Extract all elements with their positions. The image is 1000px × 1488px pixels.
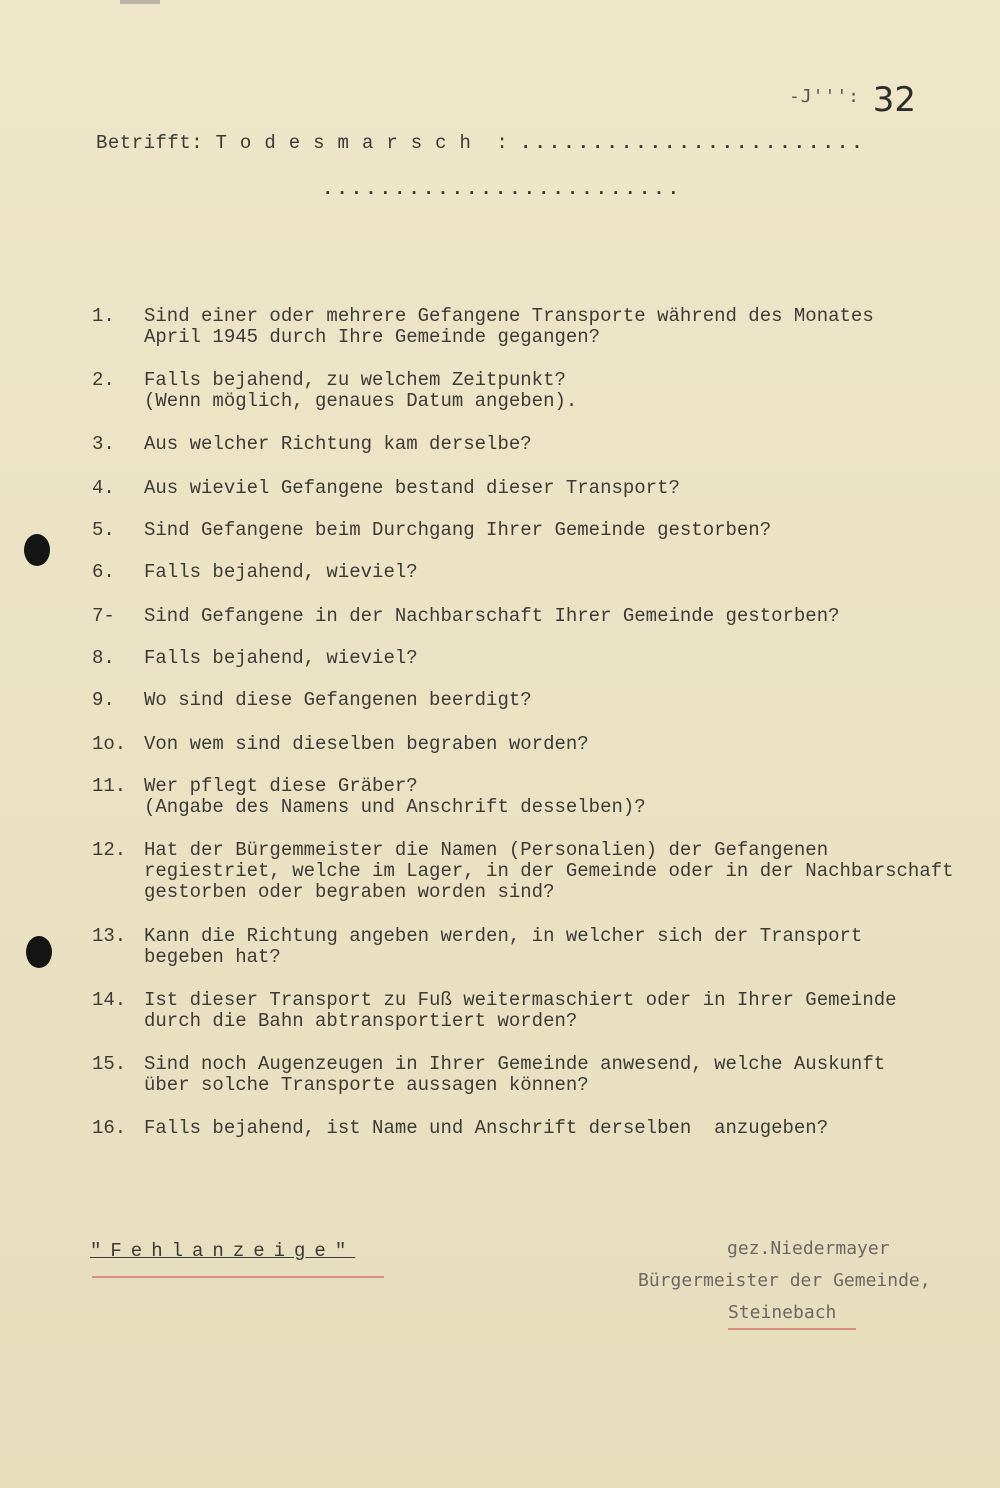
signature-name: gez.Niedermayer [727, 1238, 890, 1259]
question-number: 1o. [92, 733, 127, 755]
question-text: Sind Gefangene in der Nachbarschaft Ihrer Gemeinde gestorben? [144, 605, 840, 627]
question-number: 7- [92, 605, 115, 627]
question-number: 15. [92, 1053, 127, 1075]
punch-hole-bottom [26, 936, 52, 968]
question-number: 9. [92, 689, 115, 711]
page-number: 32 [872, 80, 916, 120]
red-underline [92, 1276, 384, 1278]
question-number: 13. [92, 925, 127, 947]
subject-title: Todesmarsch [215, 132, 484, 154]
question-text: Sind Gefangene beim Durchgang Ihrer Gemeinde gestorben? [144, 519, 772, 541]
edge-mark [120, 0, 160, 4]
question-text: Hat der Bürgemmeister die Namen (Personalien) der Gefangenen regiestriet, welche im Lager, in der Gemeinde oder in der Nachbarschaft gestorben oder begraben worden sind? [144, 839, 954, 903]
subject-dots-line-2: ......................... [322, 178, 683, 200]
archive-mark: -J''': [788, 86, 860, 107]
question-text: Falls bejahend, wieviel? [144, 647, 418, 669]
punch-hole-top [24, 534, 50, 566]
subject-label: Betrifft: [96, 132, 204, 154]
question-text: Aus wieviel Gefangene bestand dieser Transport? [144, 477, 680, 499]
question-text: Ist dieser Transport zu Fuß weitermaschiert oder in Ihrer Gemeinde durch die Bahn abtransportiert worden? [144, 989, 897, 1032]
question-text: Wo sind diese Gefangenen beerdigt? [144, 689, 532, 711]
question-text: Von wem sind dieselben begraben worden? [144, 733, 589, 755]
signature-title: Bürgermeister der Gemeinde, [638, 1270, 931, 1291]
red-underline [728, 1328, 856, 1330]
subject-colon: : [496, 132, 509, 154]
question-number: 3. [92, 433, 115, 455]
question-number: 2. [92, 369, 115, 391]
question-number: 1. [92, 305, 115, 327]
question-text: Falls bejahend, zu welchem Zeitpunkt? (Wenn möglich, genaues Datum angeben). [144, 369, 578, 412]
signature-municipality: Steinebach [728, 1302, 837, 1323]
negative-report-label: "Fehlanzeige" [90, 1240, 356, 1262]
question-text: Falls bejahend, ist Name und Anschrift derselben anzugeben? [144, 1117, 829, 1139]
question-number: 12. [92, 839, 127, 861]
question-number: 4. [92, 477, 115, 499]
question-number: 14. [92, 989, 127, 1011]
question-number: 16. [92, 1117, 127, 1139]
question-text: Falls bejahend, wieviel? [144, 561, 418, 583]
subject-dots-line-1: ........................ [520, 132, 866, 154]
question-text: Sind einer oder mehrere Gefangene Transporte während des Monates April 1945 durch Ihre Gemeinde gegangen? [144, 305, 874, 348]
question-number: 8. [92, 647, 115, 669]
question-text: Kann die Richtung angeben werden, in welcher sich der Transport begeben hat? [144, 925, 863, 968]
question-number: 6. [92, 561, 115, 583]
subject-line [96, 132, 509, 154]
question-number: 11. [92, 775, 127, 797]
question-text: Wer pflegt diese Gräber? (Angabe des Namens und Anschrift desselben)? [144, 775, 646, 818]
question-number: 5. [92, 519, 115, 541]
question-text: Aus welcher Richtung kam derselbe? [144, 433, 532, 455]
question-text: Sind noch Augenzeugen in Ihrer Gemeinde anwesend, welche Auskunft über solche Transporte aussagen können? [144, 1053, 886, 1096]
